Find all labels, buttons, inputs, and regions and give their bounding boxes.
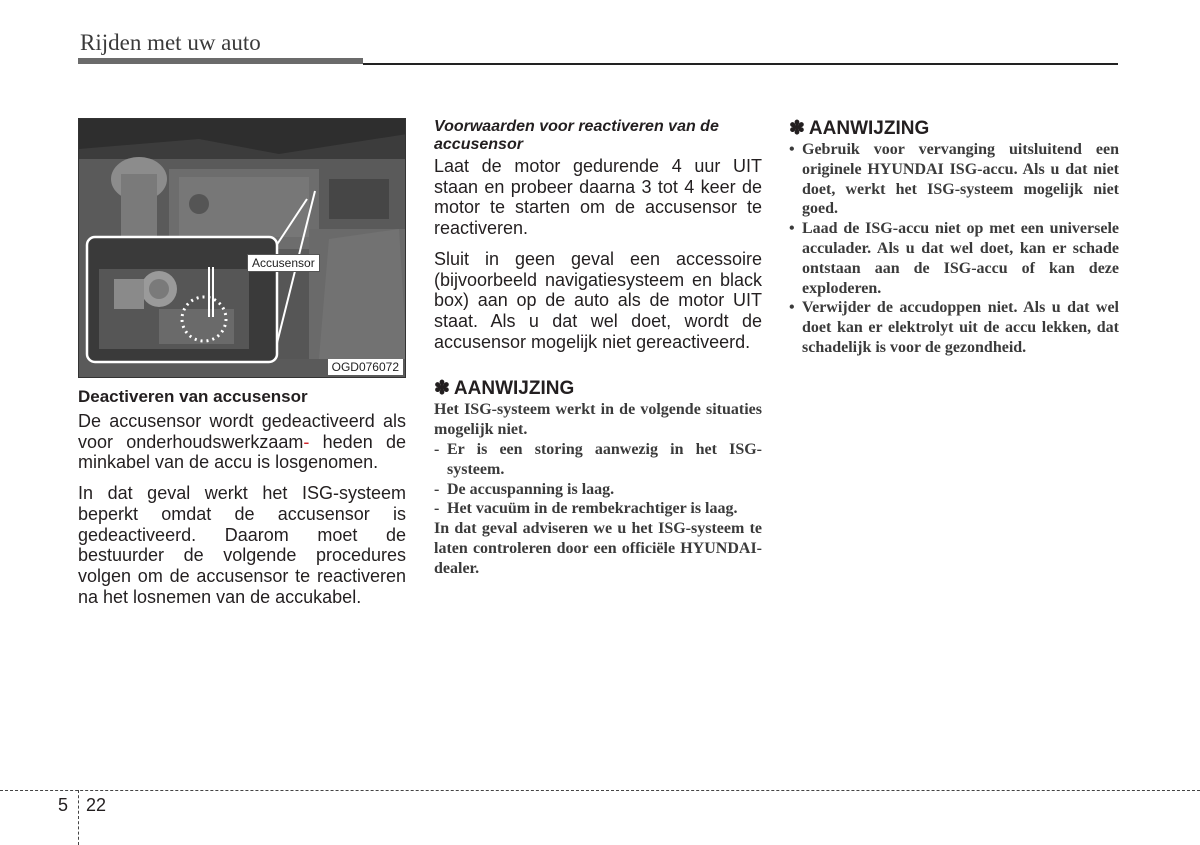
footer-divider (78, 790, 79, 845)
paragraph-text: heden de minkabel van de accu is losgenomen. (78, 431, 406, 473)
list-item: • Laad de ISG-accu niet op met een universele acculader. Als u dat wel doet, kan er schade ontstaan aan de ISG-accu of kan deze exploderen. (789, 220, 1119, 297)
list-item: - De accuspanning is laag. (434, 480, 615, 498)
engine-bay-illustration (79, 119, 406, 378)
note-outro: In dat geval adviseren we u het ISG-systeem te laten controleren door een officiële HYUNDAI-dealer. (434, 520, 762, 577)
list-item: - Het vacuüm in de rembekrachtiger is laag. (434, 500, 738, 518)
note-body (434, 400, 762, 578)
body-paragraph: Sluit in geen geval een accessoire (bijvoorbeeld navigatiesysteem en black box) aan op de auto als de motor UIT staat. Als u dat wel doet, wordt de accusensor mogelijk niet gereactiveerd. (434, 248, 762, 352)
asterisk-icon: ✽ (789, 118, 805, 139)
list-item: • Gebruik voor vervanging uitsluitend een originele HYUNDAI ISG-accu. Als u dat niet doet, werkt het ISG-systeem mogelijk niet goed. (789, 141, 1119, 218)
engine-bay-photo (78, 118, 406, 378)
page-header-title: Rijden met uw auto (80, 30, 261, 55)
paragraph-text: De accusensor wordt gedeactiveerd als voor onderhoudswerkzaam (78, 411, 406, 452)
note-title-text: AANWIJZING (453, 378, 575, 400)
body-paragraph (78, 411, 406, 473)
accusensor-callout: Accusensor (247, 254, 320, 272)
hyphen-mark: - (303, 431, 310, 452)
list-item: • Verwijder de accudoppen niet. Als u dat wel doet kan er elektrolyt uit de accu lekken, dat schadelijk is voor de gezondheid. (789, 299, 1119, 356)
section-heading: Deactiveren van accusensor (78, 387, 308, 406)
list-item: - Er is een storing aanwezig in het ISG-systeem. (434, 440, 762, 478)
note-title-text: AANWIJZING (808, 118, 930, 139)
subsection-heading: Voorwaarden voor reactiveren van de accusensor (434, 118, 719, 153)
note-title (434, 378, 762, 400)
note-body (789, 140, 1119, 358)
column-middle (434, 118, 762, 579)
note-intro: Het ISG-systeem werkt in de volgende situaties mogelijk niet. (434, 401, 762, 439)
body-paragraph: In dat geval werkt het ISG-systeem beperkt omdat de accusensor is gedeactiveerd. Daarom moet de bestuurder de volgende procedures volgen om de accusensor te reactiveren na het losnemen van de accukabel. (78, 483, 406, 607)
section-number: 5 (58, 795, 69, 815)
header-rule-thin (363, 63, 1118, 65)
body-paragraph: Laat de motor gedurende 4 uur UIT staan en probeer daarna 3 tot 4 keer de motor te starten om de accusensor te reactiveren. (434, 156, 762, 239)
column-left (78, 118, 406, 607)
figure-code: OGD076072 (328, 359, 403, 375)
note-title (789, 118, 1119, 140)
page-number: 22 (86, 795, 107, 815)
asterisk-icon: ✽ (434, 378, 450, 400)
footer-rule (0, 790, 1200, 791)
header-rule-thick (78, 58, 363, 64)
column-right (789, 118, 1119, 358)
